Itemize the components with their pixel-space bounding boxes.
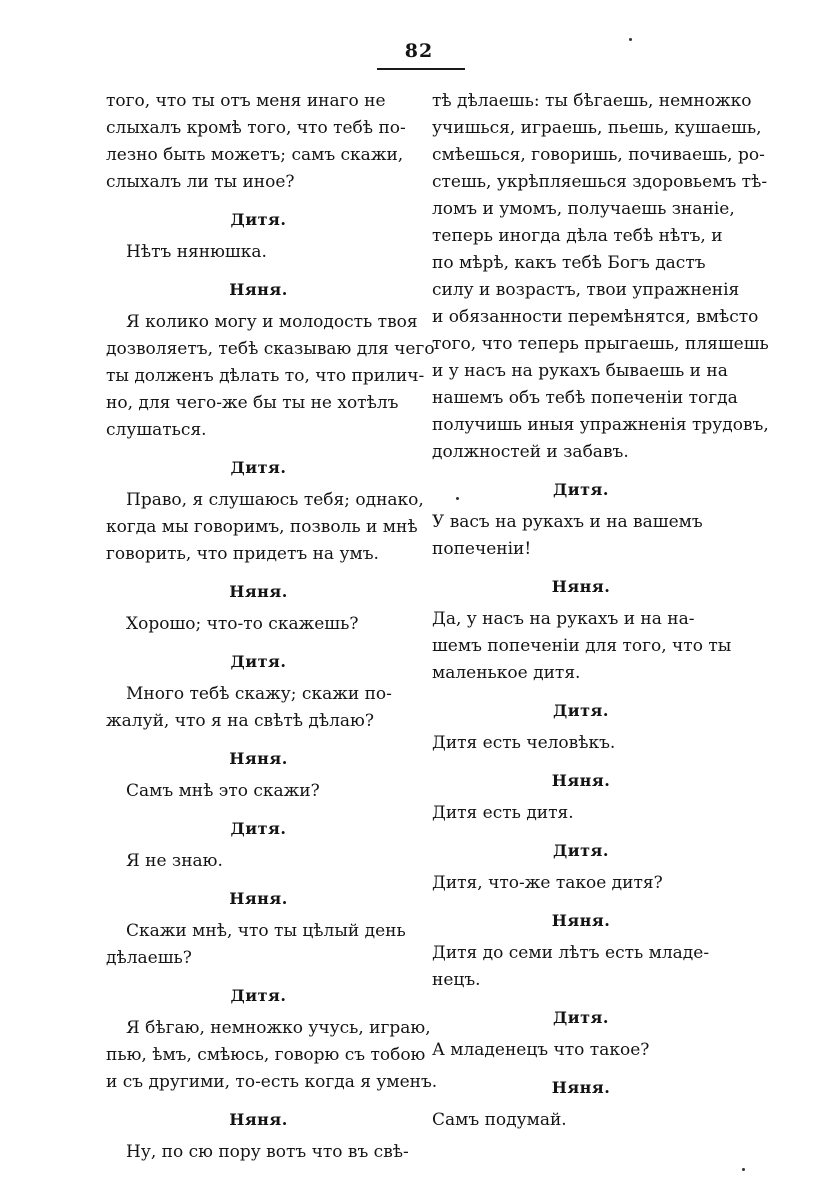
dialogue-paragraph [106, 239, 411, 266]
speaker-label: Дитя. [553, 1008, 609, 1027]
text-line: Да, у насъ на рукахъ и на на- [432, 609, 695, 629]
page-number-rule [377, 68, 465, 70]
speaker-label: Няня. [551, 1078, 611, 1097]
text-line: получишь иныя упражненія трудовъ, [432, 415, 769, 435]
dialogue-paragraph [432, 509, 730, 563]
text-line: по мѣрѣ, какъ тебѣ Богъ дастъ [432, 253, 706, 273]
text-line: Дитя есть человѣкъ. [432, 733, 616, 753]
text-line: Я бѣгаю, немножко учусь, играю, [126, 1018, 431, 1038]
dialogue-paragraph [106, 611, 411, 638]
speaker-label: Дитя. [230, 819, 287, 838]
dialogue-paragraph [432, 870, 730, 897]
text-line: Дитя, что-же такое дитя? [432, 873, 663, 893]
speaker-label: Няня. [551, 911, 611, 930]
dialogue-paragraph [106, 681, 411, 735]
scan-speck [742, 1168, 745, 1171]
scan-speck [629, 38, 632, 41]
speaker-label: Няня. [229, 889, 288, 908]
text-line: дѣлаешь? [106, 948, 192, 968]
left-column [106, 88, 438, 1166]
text-line: Самъ подумай. [432, 1110, 567, 1130]
text-line: Нѣтъ нянюшка. [126, 242, 267, 262]
speaker-label: Дитя. [230, 652, 287, 671]
text-line: и у насъ на рукахъ бываешь и на [432, 361, 728, 381]
speaker-label: Дитя. [553, 480, 609, 499]
text-line: учишься, играешь, пьешь, кушаешь, [432, 118, 762, 138]
speaker-label: Няня. [229, 582, 288, 601]
text-line: слыхалъ кромѣ того, что тебѣ по- [106, 118, 406, 138]
speaker-label: Няня. [551, 771, 611, 790]
dialogue-paragraph [106, 918, 411, 972]
page-number: 82 [404, 40, 434, 62]
text-line: когда мы говоримъ, позволь и мнѣ [106, 517, 418, 537]
dialogue-paragraph [106, 778, 411, 805]
speaker-label: Дитя. [230, 986, 287, 1005]
text-line: Я колико могу и молодость твоя [126, 312, 418, 332]
speaker-label: Няня. [229, 1110, 288, 1129]
text-line: Много тебѣ скажу; скажи по- [126, 684, 392, 704]
text-line: Скажи мнѣ, что ты цѣлый день [126, 921, 406, 941]
text-line: но, для чего-же бы ты не хотѣлъ [106, 393, 399, 413]
text-line: А младенецъ что такое? [432, 1040, 650, 1060]
text-line: говорить, что придетъ на умъ. [106, 544, 379, 564]
text-line: и обязанности перемѣнятся, вмѣсто [432, 307, 759, 327]
text-line: ломъ и умомъ, получаешь знаніе, [432, 199, 735, 219]
text-line: Самъ мнѣ это скажи? [126, 781, 320, 801]
speaker-label: Дитя. [230, 210, 287, 229]
text-line: стешь, укрѣпляешься здоровьемъ тѣ- [432, 172, 768, 192]
text-line: теперь иногда дѣла тебѣ нѣтъ, и [432, 226, 723, 246]
text-line: смѣешься, говоришь, почиваешь, ро- [432, 145, 765, 165]
text-line: того, что ты отъ меня инаго не [106, 91, 386, 111]
speaker-label: Дитя. [553, 701, 609, 720]
dialogue-paragraph [432, 730, 730, 757]
text-line: слыхалъ ли ты иное? [106, 172, 295, 192]
text-line: У васъ на рукахъ и на вашемъ [432, 512, 703, 532]
text-line: шемъ попеченіи для того, что ты [432, 636, 732, 656]
dialogue-paragraph [106, 848, 411, 875]
dialogue-paragraph [432, 88, 769, 466]
dialogue-paragraph [106, 88, 411, 196]
text-line: пью, ѣмъ, смѣюсь, говорю съ тобою [106, 1045, 426, 1065]
right-column [432, 88, 769, 1134]
speaker-label: Дитя. [230, 458, 287, 477]
text-line: маленькое дитя. [432, 663, 581, 683]
text-line: Дитя есть дитя. [432, 803, 574, 823]
text-line: нецъ. [432, 970, 481, 990]
text-line: нашемъ объ тебѣ попеченіи тогда [432, 388, 738, 408]
dialogue-paragraph [432, 1107, 730, 1134]
text-line: попеченіи! [432, 539, 532, 559]
dialogue-paragraph [106, 487, 424, 568]
speaker-label: Дитя. [553, 841, 609, 860]
dialogue-paragraph [106, 1015, 438, 1096]
dialogue-paragraph [432, 1037, 730, 1064]
text-line: слушаться. [106, 420, 207, 440]
speaker-label: Няня. [551, 577, 611, 596]
text-line: Хорошо; что-то скажешь? [126, 614, 359, 634]
text-line: ты долженъ дѣлать то, что прилич- [106, 366, 425, 386]
text-line: силу и возрастъ, твои упражненія [432, 280, 740, 300]
text-line: Я не знаю. [126, 851, 223, 871]
text-line: дозволяетъ, тебѣ сказываю для чего [106, 339, 435, 359]
dialogue-paragraph [106, 1139, 411, 1166]
text-line: Дитя до семи лѣтъ есть младе- [432, 943, 710, 963]
text-line: Ну, по сю пору вотъ что въ свѣ- [126, 1142, 409, 1162]
scan-speck [456, 497, 459, 500]
text-line: тѣ дѣлаешь: ты бѣгаешь, немножко [432, 91, 752, 111]
speaker-label: Няня. [229, 280, 288, 299]
dialogue-paragraph [432, 940, 730, 994]
text-line: и съ другими, то-есть когда я уменъ. [106, 1072, 438, 1092]
speaker-label: Няня. [229, 749, 288, 768]
dialogue-paragraph [106, 309, 435, 444]
text-line: Право, я слушаюсь тебя; однако, [126, 490, 424, 510]
dialogue-paragraph [432, 606, 730, 687]
text-line: того, что теперь прыгаешь, пляшешь [432, 334, 769, 354]
text-line: должностей и забавъ. [432, 442, 629, 462]
text-line: жалуй, что я на свѣтѣ дѣлаю? [106, 711, 374, 731]
dialogue-paragraph [432, 800, 730, 827]
text-line: лезно быть можетъ; самъ скажи, [106, 145, 404, 165]
